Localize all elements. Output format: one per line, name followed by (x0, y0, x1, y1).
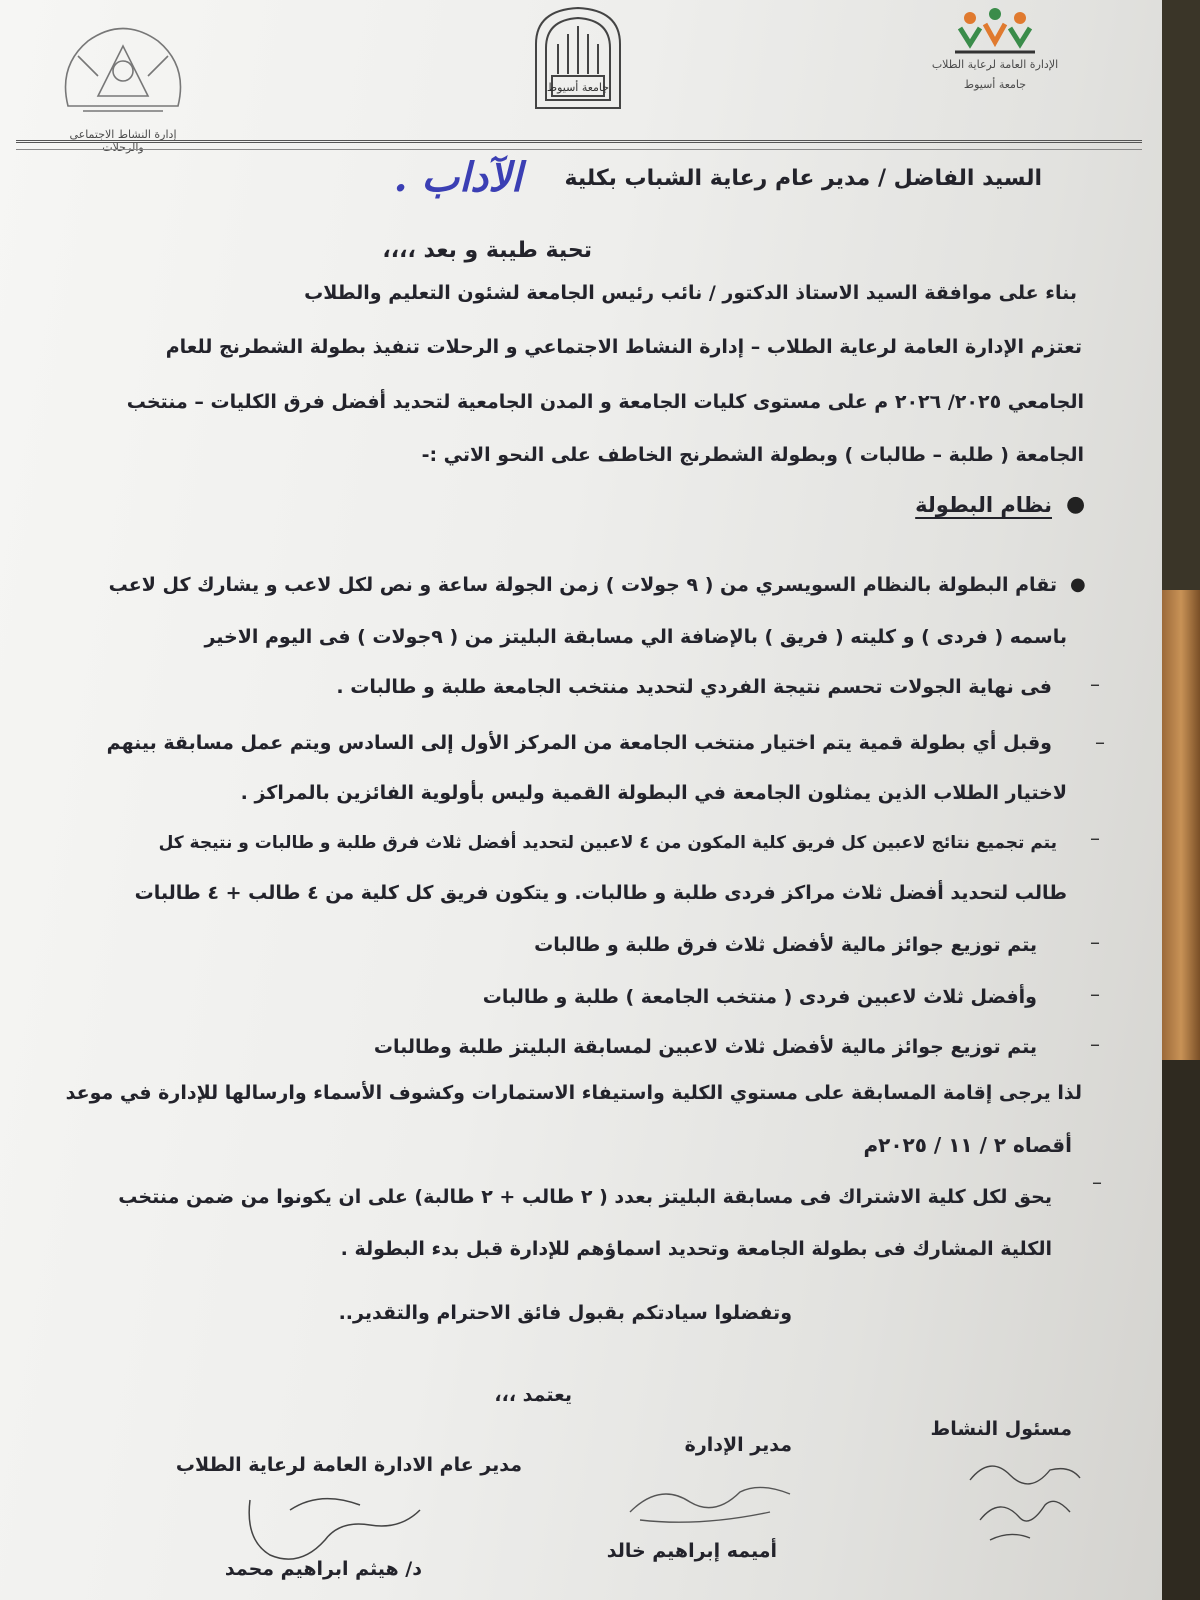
body-line-2: باسمه ( فردى ) و كليته ( فريق ) بالإضافة الي مسابقة البليتز من ( ٩جولات ) فى اليوم الاخير (204, 626, 1067, 648)
body-line-5: لاختيار الطلاب الذين يمثلون الجامعة في البطولة القمية وليس بأولوية الفائزين بالمراكز . (240, 782, 1067, 804)
intro-line-2: تعتزم الإدارة العامة لرعاية الطلاب – إدارة النشاط الاجتماعي و الرحلات تنفيذ بطولة الشطرنج للعام (165, 336, 1082, 358)
approval: يعتمد ،،، (494, 1384, 572, 1406)
section-bullet: ● (1066, 492, 1086, 517)
left-logo-caption: إدارة النشاط الاجتماعي والرحلات (69, 128, 177, 154)
handwritten-faculty: الآداب . (393, 154, 522, 201)
addressee-line (565, 166, 1042, 192)
body-line-11: لذا يرجى إقامة المسابقة على مستوي الكلية واستيفاء الاستمارات وكشوف الأسماء وارسالها للإدارة في موعد (65, 1082, 1082, 1104)
body-line-9: وأفضل ثلاث لاعبين فردى ( منتخب الجامعة ) طلبة و طالبات (482, 986, 1037, 1008)
admin-manager-title: مدير الإدارة (684, 1434, 792, 1456)
activity-officer-signature (960, 1450, 1090, 1550)
dash-3: – (1090, 826, 1100, 850)
paper-curl (1162, 590, 1200, 1060)
university-logo-text: جامعة أسيوط (546, 81, 610, 94)
dash-7: – (1092, 1170, 1102, 1194)
admin-manager-name: أميمه إبراهيم خالد (606, 1540, 777, 1562)
right-logo-caption-1: الإدارة العامة لرعاية الطلاب (931, 58, 1059, 71)
intro-line-1: بناء على موافقة السيد الاستاذ الدكتور / نائب رئيس الجامعة لشئون التعليم والطلاب (304, 282, 1077, 304)
dash-5: – (1090, 982, 1100, 1006)
body-line-13: يحق لكل كلية الاشتراك فى مسابقة البليتز بعدد ( ٢ طالب + ٢ طالبة) على ان يكونوا من ضمن منتخب (118, 1186, 1052, 1208)
admin-manager-signature (620, 1472, 800, 1532)
faculty-emblem-logo (48, 16, 198, 134)
closing: وتفضلوا سيادتكم بقبول فائق الاحترام والتقدير.. (338, 1302, 792, 1324)
body-line-4: وقبل أي بطولة قمية يتم اختيار منتخب الجامعة من المركز الأول إلى السادس ويتم عمل مسابقة بينهم (106, 732, 1052, 754)
right-logo-caption-2: جامعة أسيوط (963, 78, 1027, 91)
background-edge (1162, 0, 1200, 590)
dash-1: – (1090, 672, 1100, 696)
body-line-12: أقصاه ٢ / ١١ / ٢٠٢٥م (863, 1133, 1072, 1157)
activity-officer-title: مسئول النشاط (930, 1418, 1072, 1440)
greeting: تحية طيبة و بعد ،،،، (382, 238, 592, 263)
dash-4: – (1090, 930, 1100, 954)
body-line-3: فى نهاية الجولات تحسم نتيجة الفردي لتحديد منتخب الجامعة طلبة و طالبات . (336, 676, 1052, 698)
addressee-prefix: السيد الفاضل / مدير عام رعاية الشباب بكلية (564, 166, 1042, 191)
body-line-7: طالب لتحديد أفضل ثلاث مراكز فردى طلبة و طالبات. و يتكون فريق كل كلية من ٤ طالب + ٤ طالبات (134, 882, 1067, 904)
body-line-1: تقام البطولة بالنظام السويسري من ( ٩ جولات ) زمن الجولة ساعة و نص لكل لاعب و يشارك كل لاعب (108, 574, 1057, 596)
background-edge-bottom (1162, 1060, 1200, 1600)
intro-line-4: الجامعة ( طلبة – طالبات ) وبطولة الشطرنج الخاطف على النحو الاتي :- (421, 444, 1084, 466)
header-divider (16, 140, 1142, 150)
body-line-10: يتم توزيع جوائز مالية لأفضل ثلاث لاعبين لمسابقة البليتز طلبة وطالبات (373, 1036, 1037, 1058)
intro-line-3: الجامعي ٢٠٢٥/ ٢٠٢٦ م على مستوى كليات الجامعة و المدن الجامعية لتحديد أفضل فرق الكليات – منتخب (126, 391, 1084, 413)
university-logo (530, 4, 626, 112)
general-manager-name: د/ هيثم ابراهيم محمد (224, 1558, 422, 1580)
body-line-8: يتم توزيع جوائز مالية لأفضل ثلاث فرق طلبة و طالبات (534, 934, 1037, 956)
body-bullet: ● (1070, 574, 1086, 595)
general-manager-title: مدير عام الادارة العامة لرعاية الطلاب (175, 1454, 522, 1476)
body-line-6: يتم تجميع نتائج لاعبين كل فريق كلية المكون من ٤ لاعبين لتحديد أفضل ثلاث فرق طلبة و طالبات و نتيجة كل (158, 833, 1057, 853)
dash-6: – (1090, 1032, 1100, 1056)
body-line-14: الكلية المشارك فى بطولة الجامعة وتحديد اسماؤهم للإدارة قبل بدء البطولة . (340, 1238, 1052, 1260)
section-title: نظام البطولة (915, 493, 1052, 517)
dash-2: – (1095, 730, 1105, 754)
